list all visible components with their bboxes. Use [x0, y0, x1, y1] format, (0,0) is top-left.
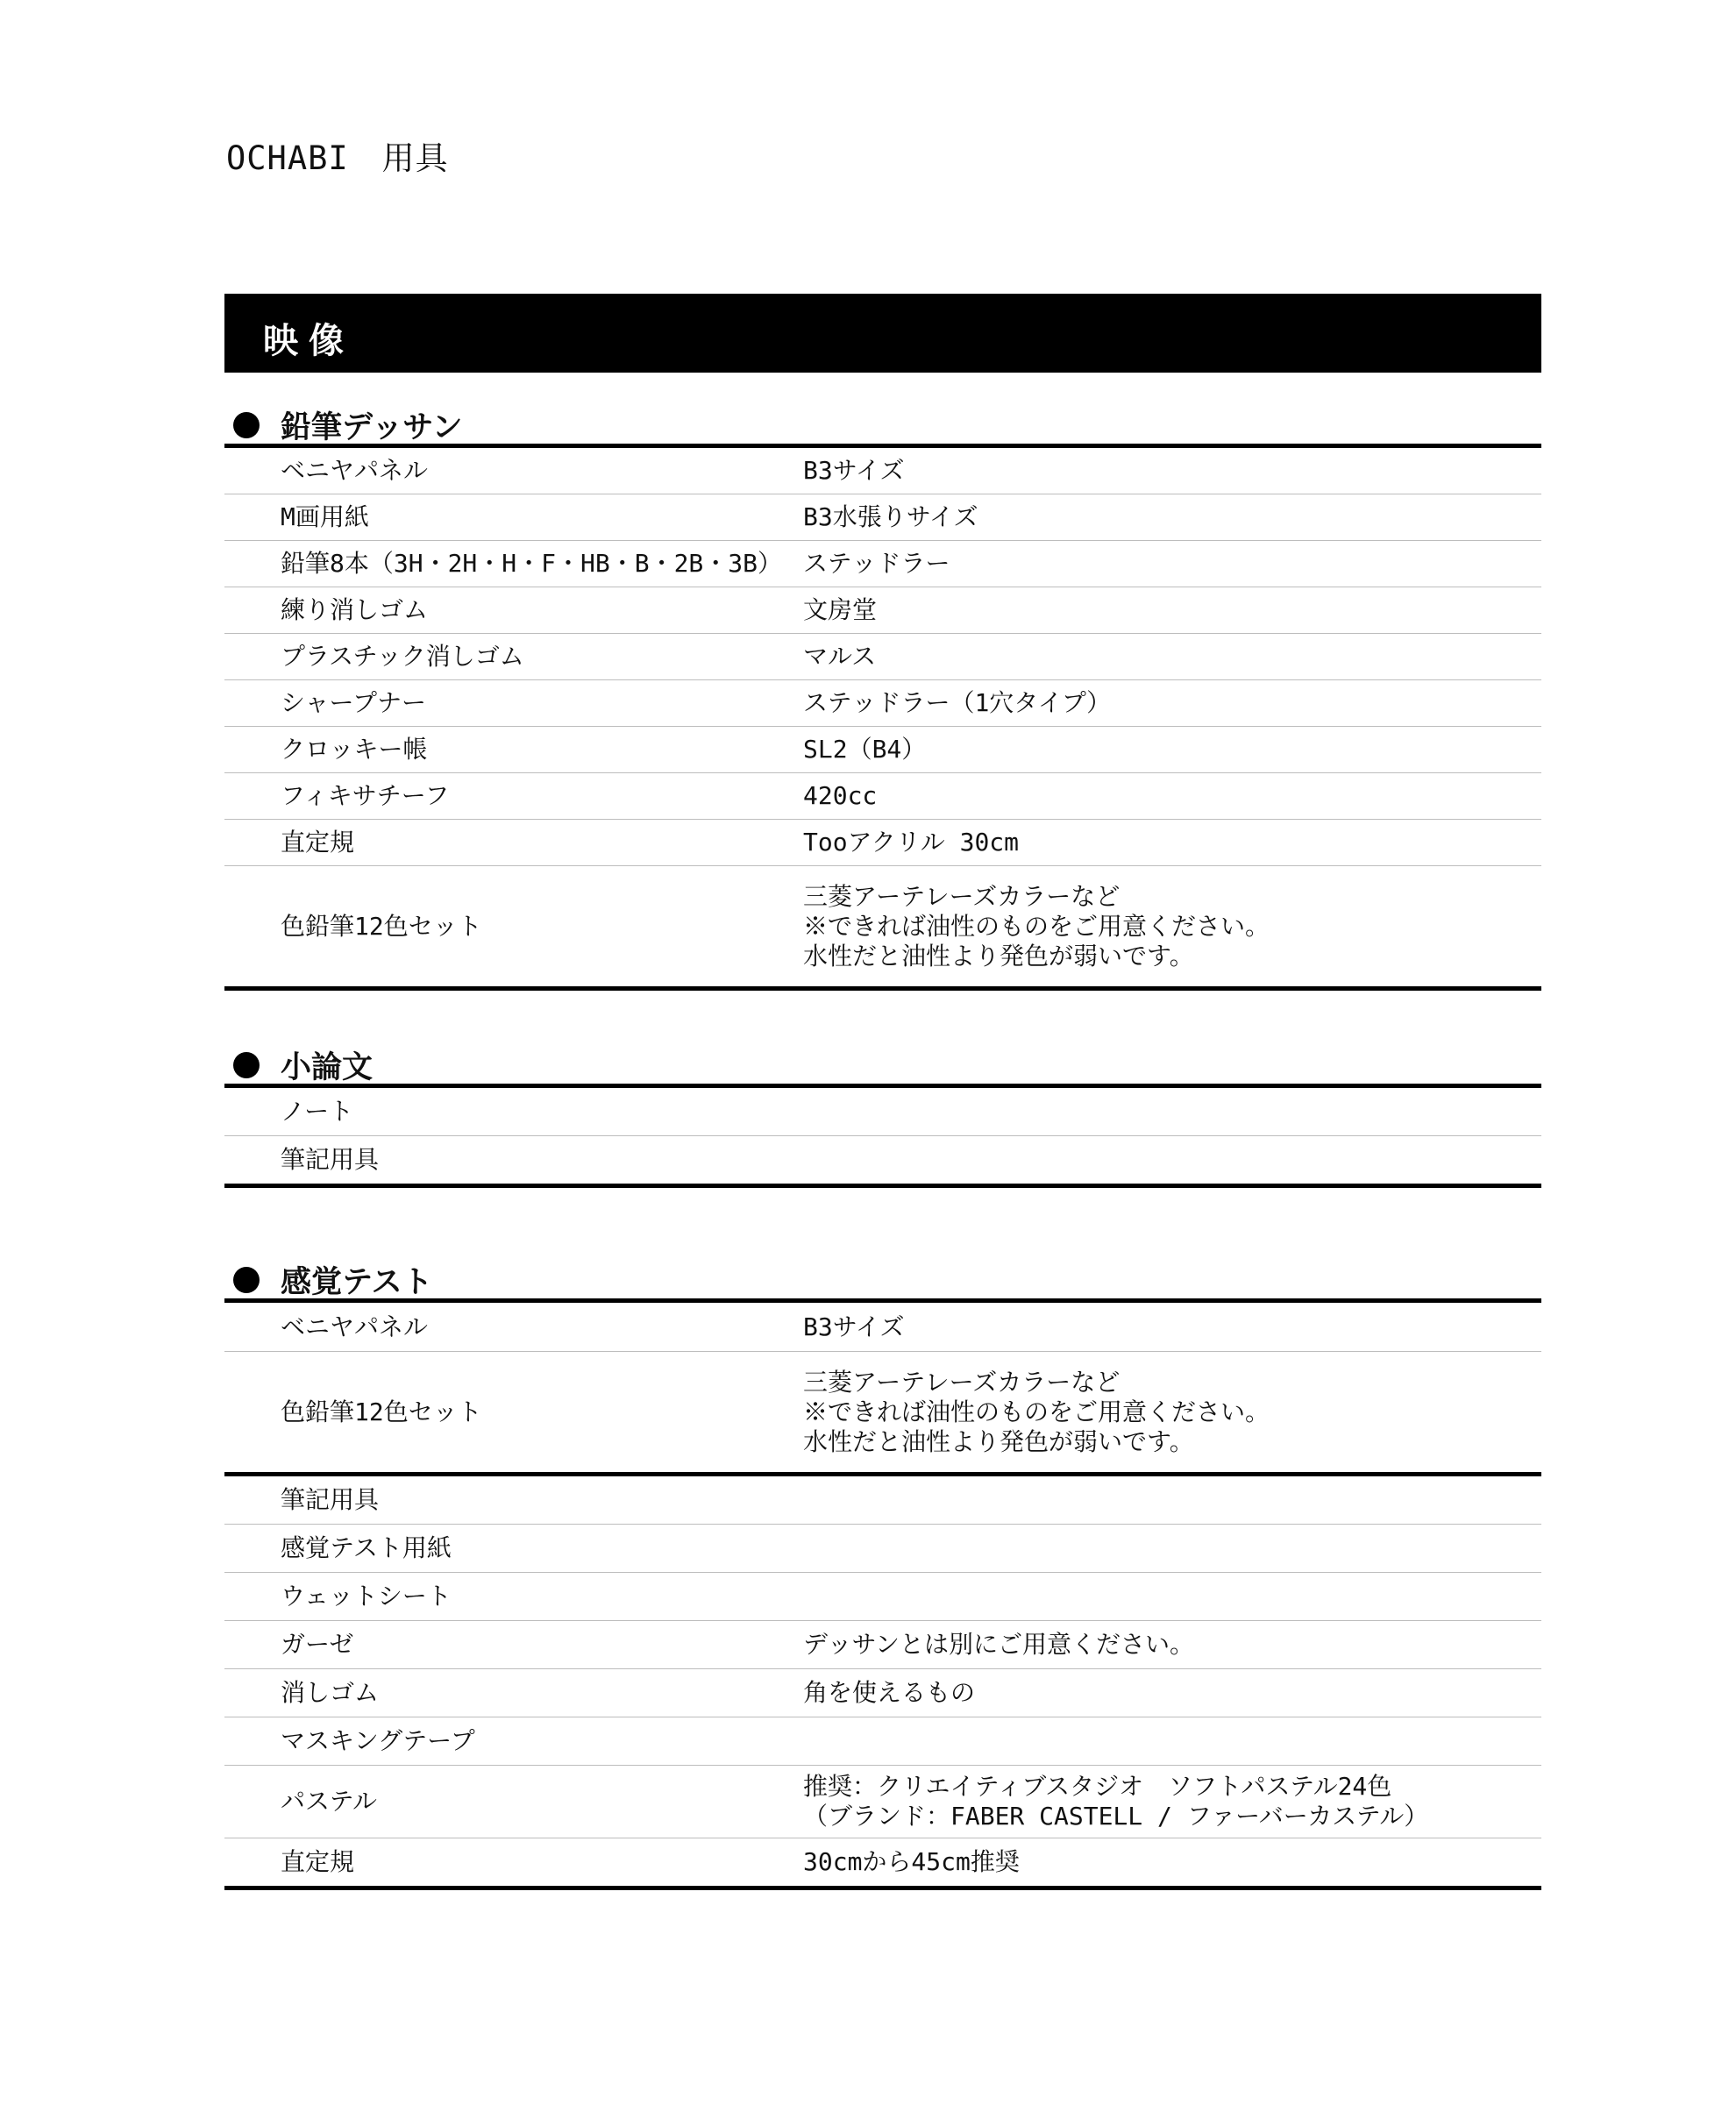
items-table	[224, 444, 1541, 991]
item-name: ガーゼ	[224, 1621, 803, 1669]
table-row	[224, 773, 1541, 820]
item-detail: 推奨：クリエイティブスタジオ ソフトパステル24色 （ブランド：FABER CASTELL / ファーバーカステル）	[803, 1766, 1541, 1838]
table-row	[224, 1301, 1541, 1352]
table-row	[224, 820, 1541, 866]
item-detail: 角を使えるもの	[803, 1669, 1541, 1717]
item-detail: マルス	[803, 634, 1541, 680]
item-detail: B3サイズ	[803, 1312, 905, 1341]
banner-title: 映像	[263, 321, 354, 361]
item-detail: 30cmから45cm推奨	[803, 1838, 1541, 1888]
item-name: 色鉛筆12色セット	[224, 866, 803, 989]
table-row	[224, 727, 1541, 773]
item-detail	[803, 1086, 1541, 1136]
item-detail: ステッドラー	[803, 541, 1541, 587]
item-name: 感覚テスト用紙	[224, 1525, 803, 1573]
item-detail	[803, 1573, 1541, 1621]
item-detail	[803, 1475, 1541, 1525]
bullet-icon	[233, 1267, 260, 1293]
item-name: ベニヤパネル	[281, 1312, 429, 1341]
section-header	[224, 1043, 1541, 1084]
item-detail	[803, 1717, 1541, 1766]
item-name: ベニヤパネル	[281, 456, 429, 485]
table-row	[224, 494, 1541, 541]
table-row	[224, 1352, 1541, 1475]
section-pencil-dessin	[224, 403, 1541, 991]
section-header	[224, 403, 1541, 444]
item-name: クロッキー帳	[224, 727, 803, 773]
table-row	[224, 1838, 1541, 1888]
section-sensory-test	[224, 1258, 1541, 1890]
section-short-essay	[224, 1043, 1541, 1188]
item-detail: 三菱アーテレーズカラーなど ※できれば油性のものをご用意ください。 水性だと油性より発色が弱いです。	[803, 866, 1541, 989]
item-detail: B3水張りサイズ	[803, 494, 1541, 541]
table-row	[224, 1136, 1541, 1186]
table-row	[224, 866, 1541, 989]
table-row	[224, 587, 1541, 634]
section-title: 小論文	[281, 1050, 374, 1085]
item-name: 練り消しゴム	[224, 587, 803, 634]
item-detail: SL2（B4）	[803, 727, 1541, 773]
section-banner	[224, 294, 1541, 373]
document-title: OCHABI 用具	[226, 139, 449, 177]
items-table	[224, 1084, 1541, 1188]
item-name: 直定規	[224, 820, 803, 866]
item-name: 消しゴム	[224, 1669, 803, 1717]
table-row	[224, 680, 1541, 727]
item-name: 色鉛筆12色セット	[224, 1352, 803, 1475]
item-detail	[803, 1136, 1541, 1186]
item-name: プラスチック消しゴム	[224, 634, 803, 680]
table-row	[224, 1766, 1541, 1838]
table-row	[224, 541, 1541, 587]
item-name: 鉛筆8本（3H・2H・H・F・HB・B・2B・3B）	[224, 541, 803, 587]
item-detail	[803, 1525, 1541, 1573]
item-name: 筆記用具	[224, 1136, 803, 1186]
table-row	[224, 446, 1541, 494]
item-name: ノート	[281, 1097, 354, 1126]
table-row	[224, 1717, 1541, 1766]
item-name: 筆記用具	[224, 1475, 803, 1525]
table-row	[224, 634, 1541, 680]
item-detail: ステッドラー（1穴タイプ）	[803, 680, 1541, 727]
table-row	[224, 1086, 1541, 1136]
table-row	[224, 1525, 1541, 1573]
table-row	[224, 1669, 1541, 1717]
item-name: 直定規	[224, 1838, 803, 1888]
item-detail: 文房堂	[803, 587, 1541, 634]
item-name: シャープナー	[224, 680, 803, 727]
bullet-icon	[233, 412, 260, 438]
item-detail: デッサンとは別にご用意ください。	[803, 1621, 1541, 1669]
items-table	[224, 1298, 1541, 1890]
section-title: 感覚テスト	[281, 1265, 433, 1300]
item-name: フィキサチーフ	[224, 773, 803, 820]
bullet-icon	[233, 1052, 260, 1078]
table-row	[224, 1475, 1541, 1525]
item-detail: 420cc	[803, 773, 1541, 820]
table-row	[224, 1621, 1541, 1669]
item-detail: Tooアクリル 30cm	[803, 820, 1541, 866]
table-row	[224, 1573, 1541, 1621]
item-detail: B3サイズ	[803, 456, 905, 485]
section-title: 鉛筆デッサン	[281, 410, 463, 445]
item-name: ウェットシート	[224, 1573, 803, 1621]
section-header	[224, 1258, 1541, 1298]
item-name: マスキングテープ	[224, 1717, 803, 1766]
item-name: パステル	[224, 1766, 803, 1838]
item-detail: 三菱アーテレーズカラーなど ※できれば油性のものをご用意ください。 水性だと油性より発色が弱いです。	[803, 1352, 1541, 1475]
item-name: M画用紙	[224, 494, 803, 541]
